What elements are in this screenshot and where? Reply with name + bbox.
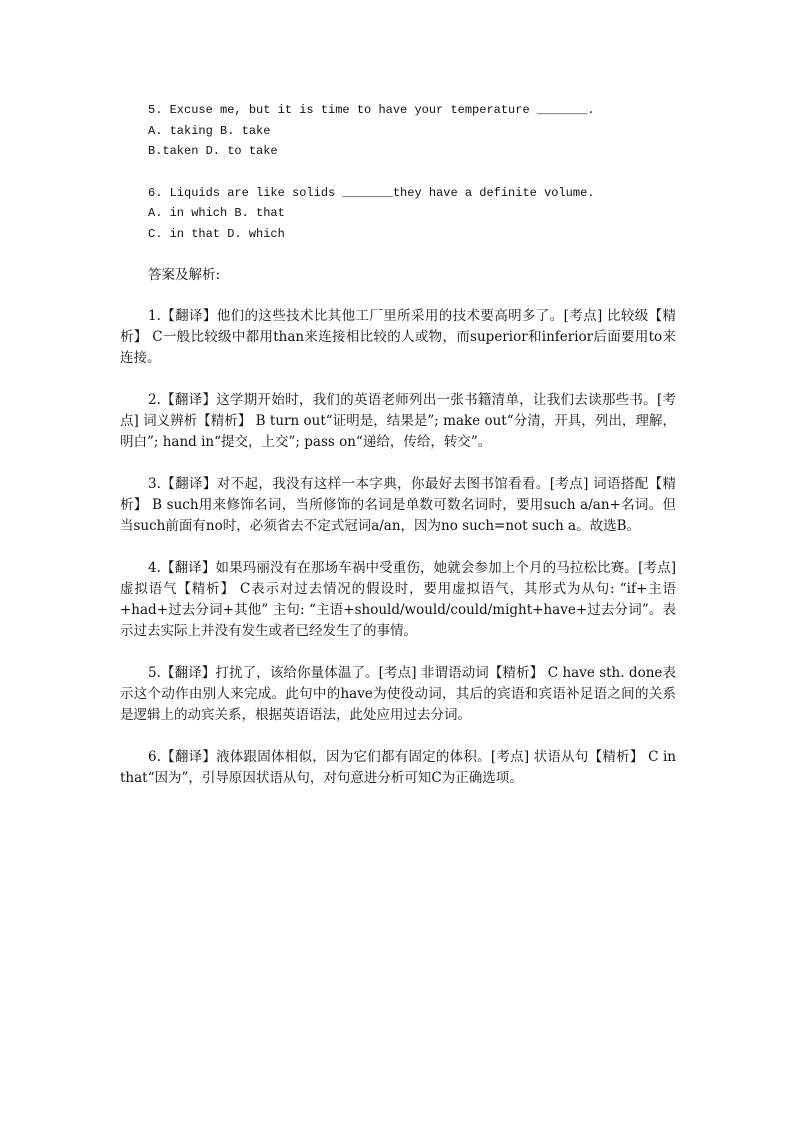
answer-6: 6.【翻译】液体跟固体相似，因为它们都有固定的体积。[考点] 状语从句【精析】 C in that“因为”，引导原因状语从句，对句意进分析可知C为正确选项。 — [120, 749, 676, 786]
question-options-row: C. in that D. which — [148, 226, 285, 241]
answer-3: 3.【翻译】对不起，我没有这样一本字典，你最好去图书馆看看。[考点] 词语搭配【精析】 B such用来修饰名词，当所修饰的名词是单数可数名词时，要用such a/an+名词。但当such前面有no时，必须省去不定式冠词a/an，因为no such=not such a。故选B。 — [120, 476, 676, 534]
answer-4: 4.【翻译】如果玛丽没有在那场车祸中受重伤，她就会参加上个月的马拉松比赛。[考点] 虚拟语气【精析】 C表示对过去情况的假设时，要用虚拟语气，其形式为从句: “if+主语+had+过去分词+其他” 主句: “主语+should/would/could/might+have+过去分词”。表示过去实际上并没有发生或者已经发生了的事情。 — [120, 560, 676, 639]
question-options-row: A. in which B. that — [148, 206, 285, 220]
question-stem: 6. Liquids are like solids _______they have a definite volume. — [148, 185, 595, 200]
document-body — [120, 100, 676, 810]
question-5 — [120, 100, 676, 162]
answer-5: 5.【翻译】打扰了，该给你量体温了。[考点] 非谓语动词【精析】 C have sth. done表示这个动作由别人来完成。此句中的have为使役动词，其后的宾语和宾语补足语之间的关系是逻辑上的动宾关系，根据英语语法，此处应用过去分词。 — [120, 665, 676, 723]
question-6 — [120, 183, 676, 245]
question-options-row: B.taken D. to take — [148, 144, 278, 158]
answer-2: 2.【翻译】这学期开始时，我们的英语老师列出一张书籍清单，让我们去读那些书。[考点] 词义辨析【精析】 B turn out“证明是，结果是”; make out“分清，开具，列出，理解，明白”; hand in“提交，上交”; pass on“递给，传给，转交”。 — [120, 392, 676, 450]
question-stem: 5. Excuse me, but it is time to have your temperature _______. — [148, 103, 595, 117]
answer-1: 1.【翻译】他们的这些技术比其他工厂里所采用的技术要高明多了。[考点] 比较级【精析】 C一般比较级中都用than来连接相比较的人或物，而superior和inferior后面要用to来连接。 — [120, 308, 676, 366]
question-options-row: A. taking B. take — [148, 123, 271, 138]
answers-heading: 答案及解析: — [148, 267, 221, 283]
